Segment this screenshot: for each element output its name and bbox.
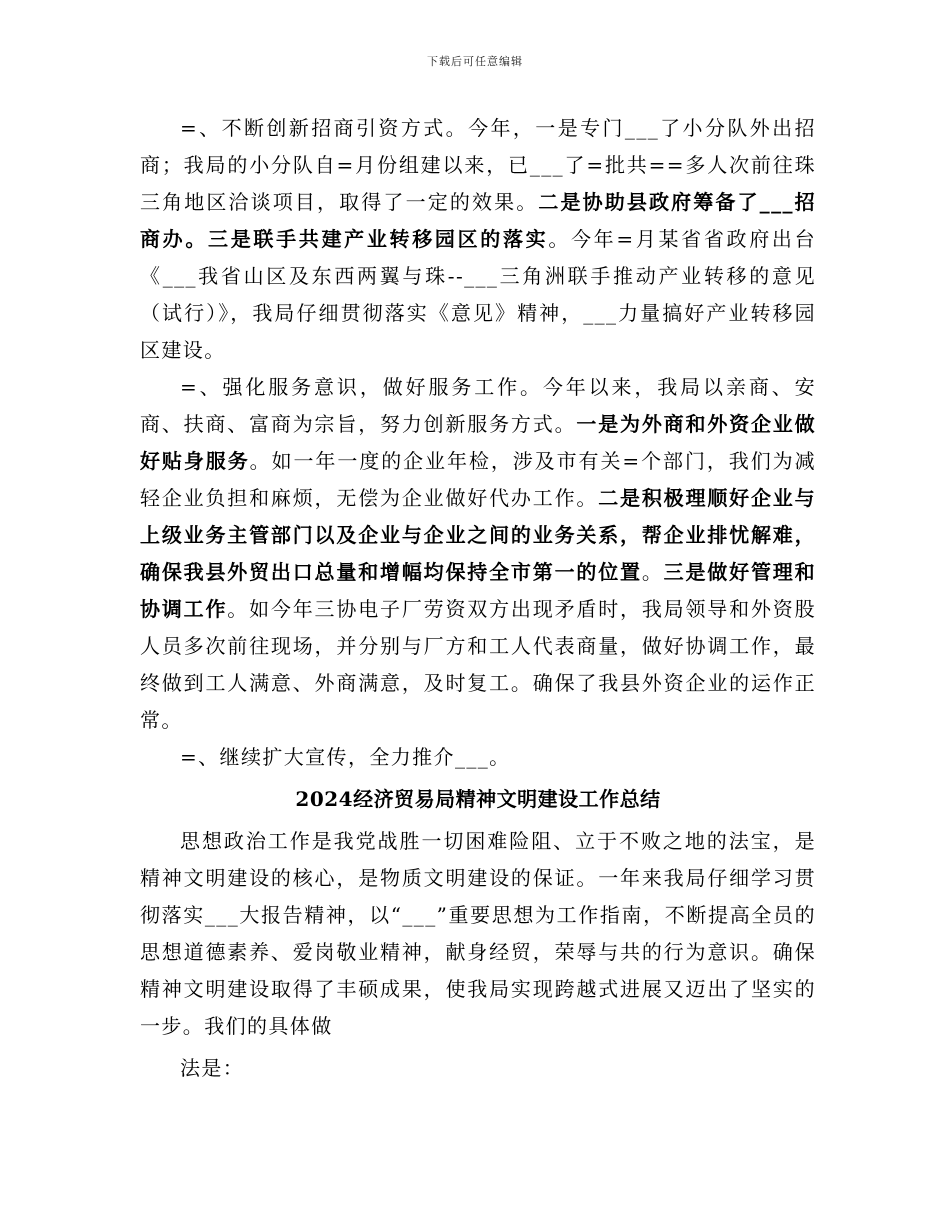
paragraph-publicity (140, 739, 816, 776)
text-run: =、继续扩大宣传，全力推介___。 (180, 745, 511, 769)
paragraph-method: 法是： (180, 1056, 245, 1080)
document-body (140, 110, 816, 1087)
text-run: 。如一年一度的企业年检，涉及市有关=个部门，我们为减轻企业负担和麻烦，无偿为企业做好代办工作。 (140, 449, 816, 510)
paragraph-service (140, 369, 816, 739)
document-title: 2024经济贸易局精神文明建设工作总结 (295, 787, 661, 811)
text-run: =、强化服务意识，做好服务工作。今年以来，我局以亲商、安商、扶商、富商为宗旨，努力创新服务方式。 (140, 375, 816, 436)
paragraph-investment (140, 110, 816, 369)
page-header: 下载后可任意编辑 (427, 55, 523, 68)
bold-text-run: 二是积极理顺好企业与上级业务主管部门以及企业与企业之间的业务关系，帮企业排忧解难，确保我县外贸出口总量和增幅均保持全市第一的位置 (140, 486, 816, 584)
text-run: 。 (641, 560, 664, 584)
text-run: 。今年=月某省省政府出台《___我省山区及东西两翼与珠--___三角洲联手推动产业转移的意见（试行）》，我局仔细贯彻落实《意见》精神，___力量搞好产业转移园区建设。 (140, 227, 816, 362)
text-run: =、不断创新招商引资方式。今年，一是专门___了小分队外出招商；我局的小分队自=月份组建以来，已___了=批共==多人次前往珠三角地区洽谈项目，取得了一定的效果。 (140, 116, 816, 214)
text-run: 。如今年三协电子厂劳资双方出现矛盾时，我局领导和外资股人员多次前往现场，并分别与厂方和工人代表商量，做好协调工作，最终做到工人满意、外商满意，及时复工。确保了我县外资企业的运作正常。 (140, 597, 816, 732)
bold-text-run: 二是协助县政府筹备了___招商办。三是联手共建产业转移园区的落实 (140, 190, 816, 251)
paragraph-intro: 思想政治工作是我党战胜一切困难险阻、立于不败之地的法宝，是精神文明建设的核心，是物质文明建设的保证。一年来我局仔细学习贯彻落实___大报告精神，以“___”重要思想为工作指南，不断提高全员的思想道德素养、爱岗敬业精神，献身经贸，荣辱与共的行为意识。确保精神文明建设取得了丰硕成果，使我局实现跨越式进展又迈出了坚实的一步。我们的具体做 (140, 829, 816, 1038)
bold-text-run: 三是做好管理和协调工作 (140, 560, 816, 621)
bold-text-run: 一是为外商和外资企业做好贴身服务 (140, 412, 817, 473)
